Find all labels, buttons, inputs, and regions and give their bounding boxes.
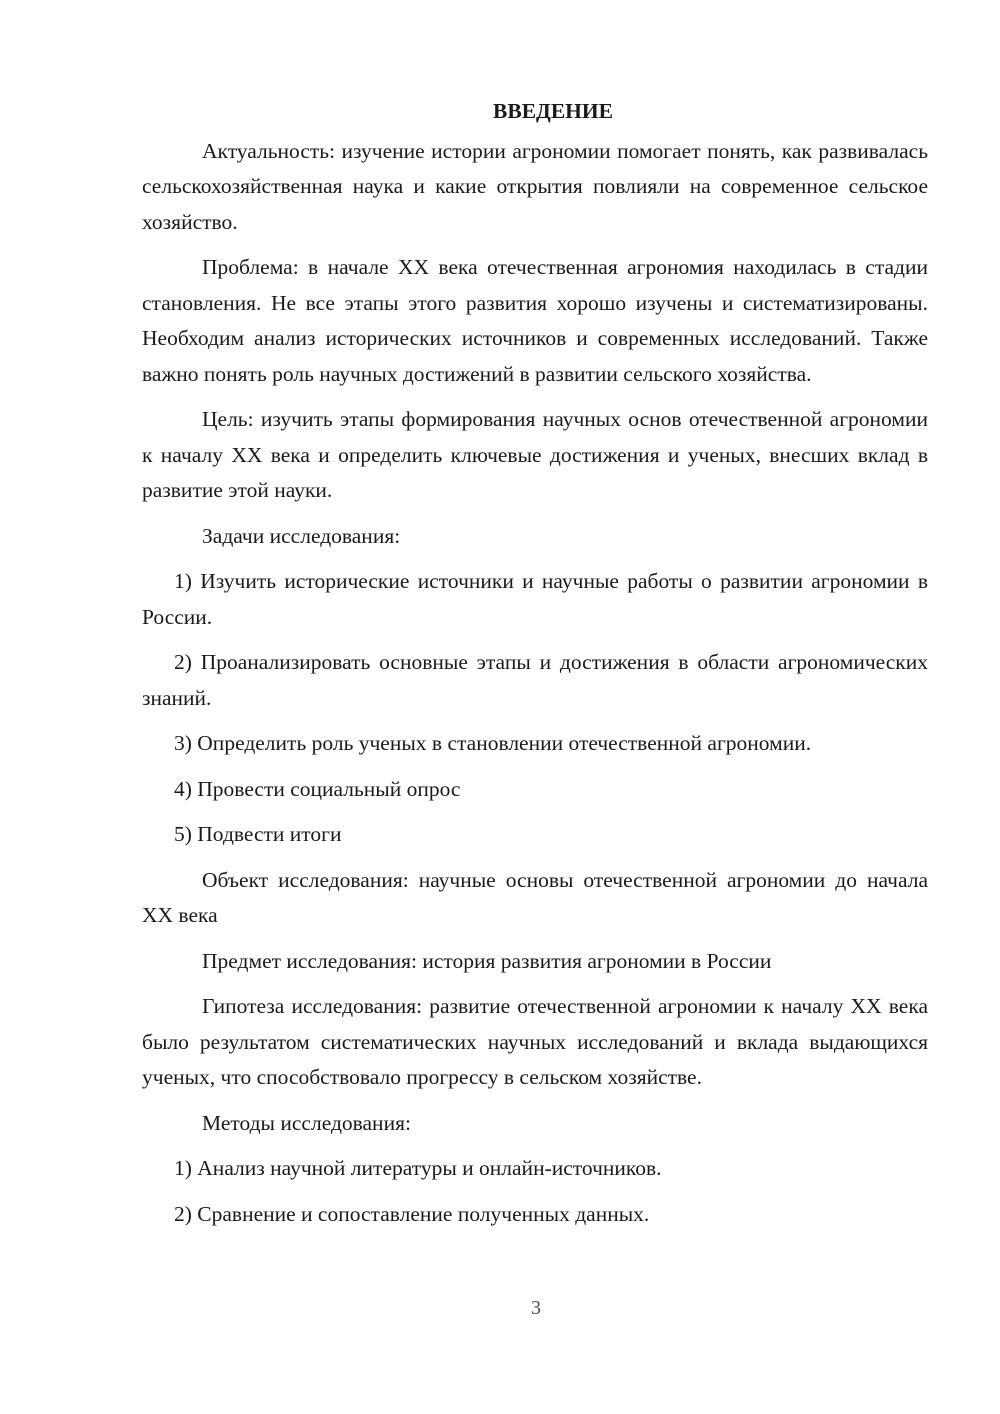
list-item: 3) Определить роль ученых в становлении отечественной агрономии. bbox=[174, 731, 812, 755]
paragraph-subject: Предмет исследования: история развития агрономии в России bbox=[202, 948, 772, 973]
paragraph-tasks-heading: Задачи исследования: bbox=[202, 523, 401, 548]
list-item: 1) Анализ научной литературы и онлайн-источников. bbox=[174, 1156, 662, 1180]
list-item: 1) Изучить исторические источники и научные работы о развитии агрономии в России. bbox=[142, 569, 928, 629]
paragraph-methods-heading: Методы исследования: bbox=[202, 1110, 411, 1135]
list-item: 2) Проанализировать основные этапы и достижения в области агрономических знаний. bbox=[142, 650, 928, 710]
page-title: ВВЕДЕНИЕ bbox=[493, 99, 613, 123]
document-page bbox=[142, 94, 928, 1242]
page-number: 3 bbox=[531, 1297, 541, 1319]
list-item: 2) Сравнение и сопоставление полученных данных. bbox=[174, 1201, 650, 1226]
paragraph-relevance: Актуальность: изучение истории агрономии помогает понять, как развивалась сельскохозяйственная наука и какие открытия повлияли на современное сельское хозяйство. bbox=[142, 138, 928, 234]
list-item: 4) Провести социальный опрос bbox=[174, 776, 461, 801]
paragraph-hypothesis: Гипотеза исследования: развитие отечественной агрономии к началу XX века было результатом систематических научных исследований и вклада выдающихся ученых, что способствовало прогрессу в сельском хозяйстве. bbox=[142, 994, 928, 1089]
paragraph-object: Объект исследования: научные основы отечественной агрономии до начала XX века bbox=[142, 867, 928, 927]
paragraph-goal: Цель: изучить этапы формирования научных основ отечественной агрономии к началу XX века и определить ключевые достижения и ученых, внесших вклад в развитие этой науки. bbox=[142, 407, 928, 502]
paragraph-problem: Проблема: в начале XX века отечественная агрономия находилась в стадии становления. Не все этапы этого развития хорошо изучены и систематизированы. Необходим анализ исторических источников и современных исследований. Также важно понять роль научных достижений в развитии сельского хозяйства. bbox=[142, 255, 928, 386]
list-item: 5) Подвести итоги bbox=[174, 822, 342, 846]
